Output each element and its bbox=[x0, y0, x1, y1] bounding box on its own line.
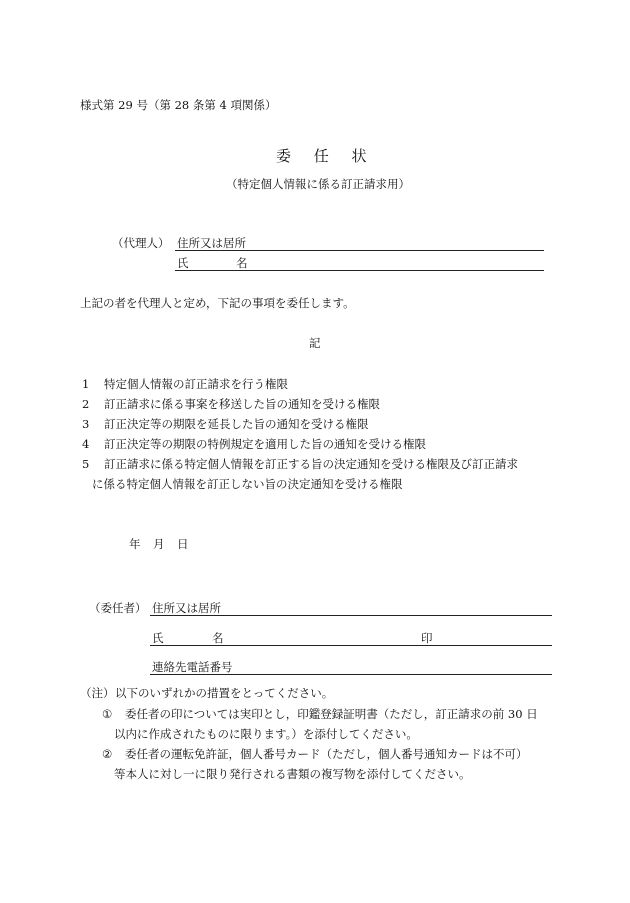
item-5-text: 訂正請求に係る特定個人情報を訂正する旨の決定通知を受ける権限及び訂正請求 bbox=[104, 457, 518, 471]
principal-address-label: 住所又は居所 bbox=[152, 601, 221, 615]
principal-phone-label: 連絡先電話番号 bbox=[152, 660, 233, 674]
principal-seal: 印 bbox=[421, 631, 433, 645]
delegation-statement: 上記の者を代理人と定め，下記の事項を委任します。 bbox=[80, 296, 355, 310]
agent-name-line bbox=[175, 270, 544, 271]
item-3-number: 3 bbox=[82, 417, 90, 431]
agent-name-label-2: 名 bbox=[236, 256, 248, 270]
form-number: 様式第 29 号（第 28 条第 4 項関係） bbox=[80, 98, 277, 112]
item-3-text: 訂正決定等の期限を延長した旨の通知を受ける権限 bbox=[104, 417, 369, 431]
principal-role: （委任者） bbox=[89, 601, 147, 615]
date-year: 年 bbox=[129, 537, 141, 551]
item-2-text: 訂正請求に係る事案を移送した旨の通知を受ける権限 bbox=[104, 397, 380, 411]
ki-heading: 記 bbox=[309, 336, 321, 350]
agent-name-label-1: 氏 bbox=[177, 256, 189, 270]
note-1-line-1: 委任者の印については実印とし，印鑑登録証明書（ただし，訂正請求の前 30 日 bbox=[125, 707, 538, 721]
document-subtitle: （特定個人情報に係る訂正請求用） bbox=[226, 177, 410, 191]
note-1-line-2: 以内に作成されたものに限ります。）を添付してください。 bbox=[114, 727, 418, 741]
note-2-line-1: 委任者の運転免許証，個人番号カード（ただし，個人番号通知カードは不可） bbox=[125, 747, 528, 761]
agent-role: （代理人） bbox=[112, 236, 170, 250]
item-4-text: 訂正決定等の期限の特例規定を適用した旨の通知を受ける権限 bbox=[104, 437, 426, 451]
principal-name-label-1: 氏 bbox=[152, 631, 164, 645]
agent-address-label: 住所又は居所 bbox=[177, 236, 246, 250]
document-title: 委 任 状 bbox=[276, 147, 376, 165]
principal-address-line bbox=[150, 615, 552, 616]
principal-name-label-2: 名 bbox=[212, 631, 224, 645]
note-2-mark: ② bbox=[102, 747, 113, 761]
notes-intro: 以下のいずれかの措置をとってください。 bbox=[115, 686, 334, 700]
item-5-continuation: に係る特定個人情報を訂正しない旨の決定通知を受ける権限 bbox=[92, 477, 403, 491]
item-2-number: 2 bbox=[82, 397, 90, 411]
item-4-number: 4 bbox=[82, 437, 90, 451]
note-1-mark: ① bbox=[102, 707, 113, 721]
date-month: 月 bbox=[153, 537, 165, 551]
item-1-number: 1 bbox=[82, 377, 90, 391]
note-2-line-2: 等本人に対し一に限り発行される書類の複写物を添付してください。 bbox=[114, 767, 471, 781]
date-day: 日 bbox=[177, 537, 189, 551]
agent-address-line bbox=[175, 250, 544, 251]
item-1-text: 特定個人情報の訂正請求を行う権限 bbox=[104, 377, 288, 391]
principal-name-line bbox=[150, 645, 552, 646]
principal-phone-line bbox=[150, 674, 552, 675]
item-5-number: 5 bbox=[82, 457, 90, 471]
notes-label: （注） bbox=[80, 686, 115, 700]
